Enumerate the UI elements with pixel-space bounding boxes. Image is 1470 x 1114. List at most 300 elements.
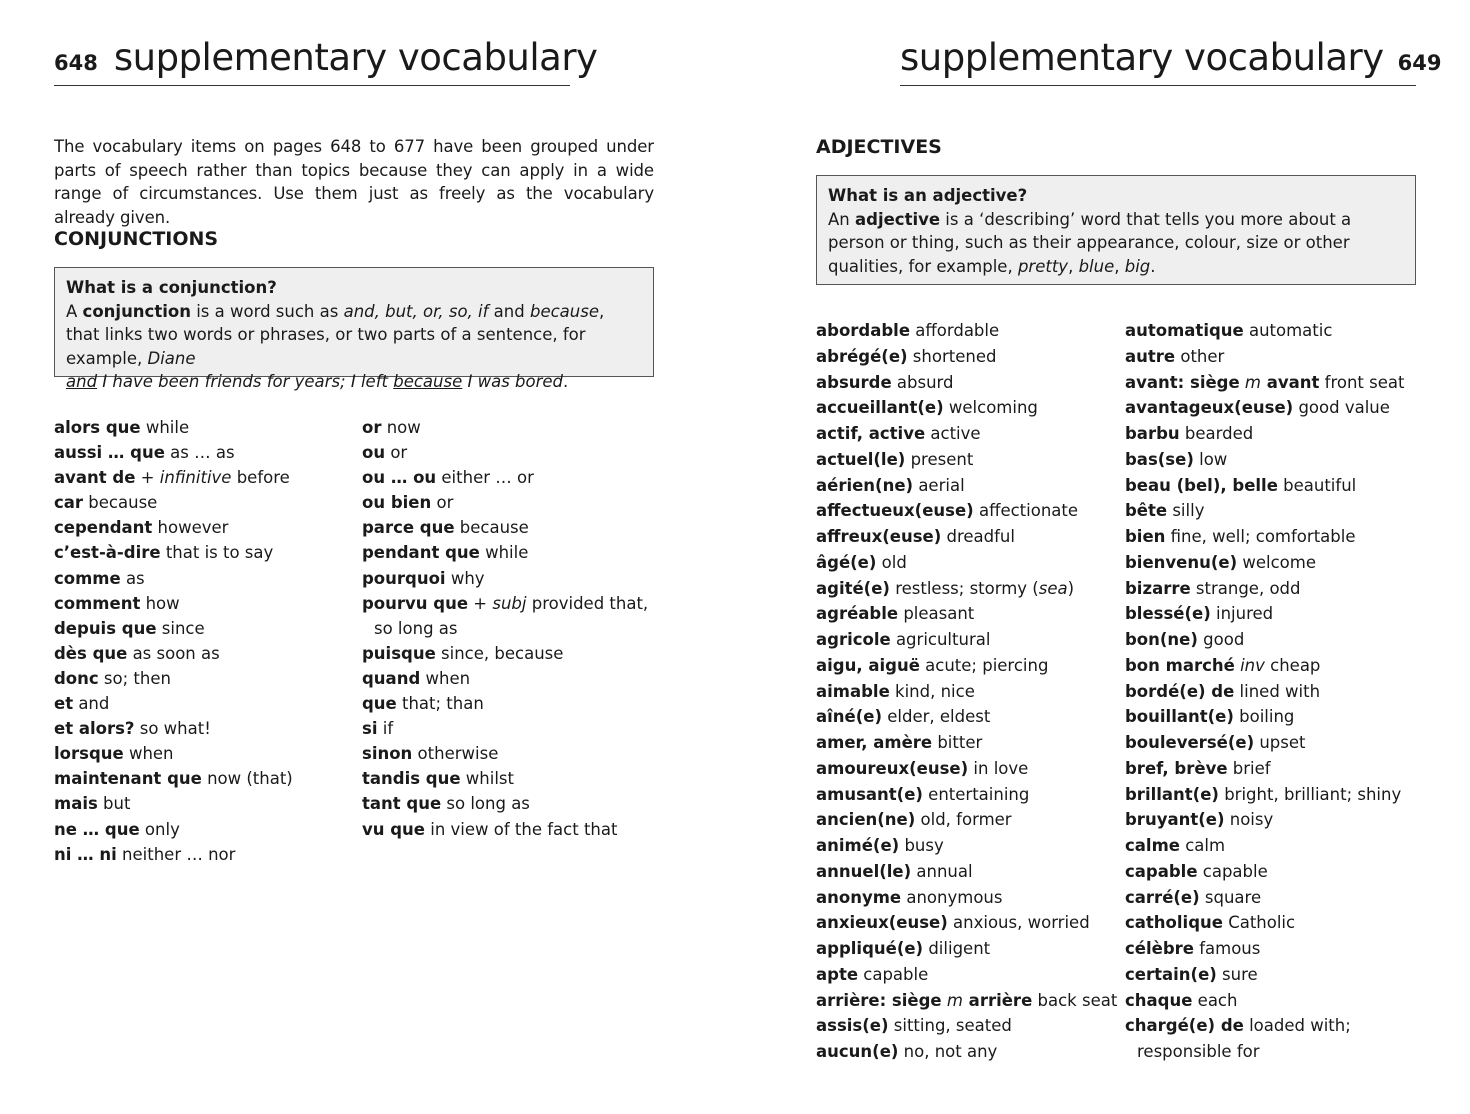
vocab-entry (1125, 473, 1425, 499)
headword: maintenant que (54, 769, 202, 789)
vocab-entry (1125, 1039, 1425, 1065)
headword: agité(e) (816, 578, 890, 598)
vocab-entry (54, 791, 344, 816)
headword: accueillant(e) (816, 398, 944, 418)
translation: beautiful (1277, 475, 1357, 495)
headword: or (362, 418, 382, 437)
headword: ne … que (54, 819, 140, 839)
headword: bienvenu(e) (1125, 552, 1238, 572)
page-title: supplementary vocabulary (113, 36, 598, 79)
translation: strange, odd (1190, 578, 1301, 598)
vocab-entry (1125, 704, 1425, 730)
headword: âgé(e) (816, 552, 877, 572)
vocab-entry (1125, 730, 1425, 756)
headword: agréable (816, 604, 899, 624)
headword: pourquoi (362, 568, 446, 588)
translation: responsible for (1137, 1042, 1260, 1061)
vocab-entry (816, 679, 1116, 705)
vocab-entry (816, 447, 1116, 473)
vocab-entry (816, 704, 1116, 730)
headword: c’est-à-dire (54, 543, 161, 563)
headword: calme (1125, 836, 1180, 855)
box-title: What is an adjective? (828, 186, 1028, 205)
translation: as (120, 568, 145, 588)
translation: other (1175, 346, 1225, 366)
translation: affectionate (973, 501, 1079, 521)
vocab-entry (362, 566, 652, 591)
translation: welcome (1237, 552, 1316, 572)
vocab-entry (1125, 679, 1425, 705)
translation: aerial (913, 475, 965, 495)
vocab-entry (362, 465, 652, 490)
headword: abrégé(e) (816, 346, 908, 366)
headword: quand (362, 668, 421, 688)
translation: so long as (374, 618, 458, 638)
vocab-entry (1125, 807, 1425, 833)
vocab-entry (1125, 962, 1425, 988)
vocab-entry (816, 318, 1116, 344)
vocab-entry (816, 782, 1116, 808)
vocab-entry (1125, 318, 1425, 344)
headword: aimable (816, 681, 890, 701)
headword: célèbre (1125, 939, 1194, 958)
headword: sinon (362, 744, 413, 764)
headword: beau (bel), belle (1125, 475, 1278, 495)
vocab-entry (816, 473, 1116, 499)
translation: entertaining (922, 784, 1030, 804)
headword: et (54, 694, 74, 714)
vocab-entry (1125, 421, 1425, 447)
headword: actif, active (816, 424, 926, 443)
vocab-entry (54, 591, 344, 616)
vocab-entry (816, 601, 1116, 627)
translation: sure (1216, 964, 1258, 984)
grammar-note: m (1244, 372, 1261, 392)
translation: shortened (907, 346, 997, 366)
translation: however (152, 518, 229, 538)
headword: aigu, aiguë (816, 655, 920, 675)
vocab-entry (362, 616, 652, 641)
headword: abordable (816, 321, 911, 340)
headword: bordé(e) de (1125, 681, 1235, 701)
translation: as soon as (127, 643, 220, 663)
translation: so long as (441, 794, 530, 814)
translation: silly (1167, 501, 1205, 521)
headword: aîné(e) (816, 707, 882, 727)
translation: or (385, 443, 408, 463)
translation: because (454, 518, 529, 538)
box-text: A conjunction is a word such as and, but, or, so, if and because, that links two words or phrases, or two parts of a sentence, for example, Diane and I have been friends for years; I left because I was bored. (66, 301, 605, 391)
vocab-entry (54, 540, 344, 565)
headword: bon marché (1125, 655, 1235, 675)
headword: apte (816, 964, 859, 984)
vocab-entry (1125, 833, 1425, 859)
headword: alors que (54, 418, 141, 437)
usage-note: sea (1038, 578, 1068, 598)
translation: provided that, (526, 593, 649, 613)
translation: old (876, 552, 907, 572)
vocab-entry (1125, 1013, 1425, 1039)
headword: blessé(e) (1125, 604, 1211, 624)
headword: car (54, 493, 84, 513)
translation: each (1192, 990, 1238, 1010)
translation: since (156, 618, 205, 638)
vocab-entry (362, 415, 652, 440)
vocab-entry (816, 395, 1116, 421)
headword: et alors? (54, 719, 135, 739)
vocab-entry (362, 791, 652, 816)
translation: when (123, 744, 174, 764)
translation: bright, brilliant; shiny (1218, 784, 1402, 804)
translation: so; then (98, 668, 171, 688)
vocab-entry (54, 817, 344, 842)
vocab-entry (1125, 859, 1425, 885)
translation: loaded with; (1243, 1016, 1351, 1036)
vocab-entry (54, 641, 344, 666)
headword: autre (1125, 346, 1176, 366)
vocab-entry (54, 666, 344, 691)
vocab-entry (816, 524, 1116, 550)
headword: bête (1125, 501, 1168, 521)
vocab-entry (54, 490, 344, 515)
translation: famous (1193, 939, 1261, 958)
translation: ) (1067, 578, 1075, 598)
translation: if (377, 719, 394, 739)
vocab-entry (1125, 344, 1425, 370)
translation: agricultural (890, 630, 991, 649)
translation: either … or (436, 468, 534, 488)
translation: diligent (923, 939, 991, 958)
headword: annuel(le) (816, 861, 912, 881)
headword: assis(e) (816, 1016, 889, 1036)
headword: certain(e) (1125, 964, 1217, 984)
translation: in love (968, 758, 1029, 778)
vocab-entry (362, 591, 652, 616)
vocab-entry (816, 885, 1116, 911)
vocab-entry (1125, 498, 1425, 524)
headword: anxieux(euse) (816, 913, 948, 933)
headword: agricole (816, 630, 891, 649)
headword: bouleversé(e) (1125, 733, 1255, 752)
translation: sitting, seated (888, 1016, 1012, 1036)
translation: lined with (1234, 681, 1321, 701)
vocab-entry (362, 666, 652, 691)
right-page (735, 0, 1470, 1114)
headword: amusant(e) (816, 784, 923, 804)
vocab-entry (1125, 601, 1425, 627)
headword: amoureux(euse) (816, 758, 969, 778)
definition-box (816, 175, 1416, 285)
vocab-entry (54, 766, 344, 791)
page-header (54, 36, 598, 86)
translation: active (925, 424, 981, 443)
translation: old, former (915, 810, 1012, 830)
translation: since, because (435, 643, 564, 663)
translation: Catholic (1222, 913, 1296, 933)
vocab-entry (816, 1039, 1116, 1065)
headword: animé(e) (816, 836, 900, 855)
vocab-column-2 (1125, 318, 1425, 1065)
grammar-note: inv (1240, 655, 1265, 675)
grammar-note: subj (492, 593, 527, 613)
translation: how (140, 593, 180, 613)
translation: now (381, 418, 421, 437)
headword: vu que (362, 819, 425, 839)
headword: comment (54, 593, 141, 613)
headword: bref, brève (1125, 758, 1228, 778)
vocab-entry (54, 842, 344, 867)
translation: whilst (460, 769, 514, 789)
vocab-entry (816, 421, 1116, 447)
vocab-entry (1125, 576, 1425, 602)
translation: or (431, 493, 454, 513)
headword: avantageux(euse) (1125, 398, 1294, 418)
vocab-entry (1125, 936, 1425, 962)
headword: ni … ni (54, 844, 117, 864)
headword: capable (1125, 861, 1198, 881)
translation: square (1199, 887, 1262, 907)
headword: avant: siège (1125, 372, 1240, 392)
headword: brillant(e) (1125, 784, 1219, 804)
translation: while (140, 418, 190, 437)
translation: in view of the fact that (425, 819, 618, 839)
grammar-note: m (946, 990, 963, 1010)
translation: kind, nice (889, 681, 975, 701)
vocab-entry (54, 440, 344, 465)
vocab-entry (1125, 550, 1425, 576)
translation: cheap (1264, 655, 1321, 675)
vocab-entry (1125, 627, 1425, 653)
translation: capable (1197, 861, 1268, 881)
vocab-entry (816, 833, 1116, 859)
translation: elder, eldest (882, 707, 991, 727)
vocab-entry (1125, 447, 1425, 473)
headword: chaque (1125, 990, 1193, 1010)
translation: absurd (891, 372, 954, 392)
vocab-entry (54, 566, 344, 591)
translation: but (97, 794, 131, 814)
vocab-entry (54, 691, 344, 716)
vocab-entry (362, 490, 652, 515)
translation: anonymous (901, 887, 1003, 907)
vocab-entry (1125, 910, 1425, 936)
definition-box (54, 267, 654, 391)
translation: bitter (932, 733, 983, 752)
vocab-entry (816, 807, 1116, 833)
translation: as … as (164, 443, 235, 463)
vocab-entry (816, 962, 1116, 988)
page-header (900, 36, 1442, 86)
box-text: An adjective is a ‘describing’ word that tells you more about a person or thing, such as their appearance, colour, size or other qualities, for example, pretty, blue, big. (828, 209, 1352, 276)
translation: bearded (1179, 424, 1254, 443)
translation: no, not any (898, 1042, 998, 1061)
headword: amer, amère (816, 733, 933, 752)
section-heading: CONJUNCTIONS (54, 228, 219, 250)
headword: appliqué(e) (816, 939, 924, 958)
vocab-entry (1125, 524, 1425, 550)
vocab-entry (816, 910, 1116, 936)
vocab-entry (1125, 782, 1425, 808)
translation: automatic (1243, 321, 1333, 340)
translation: acute; piercing (919, 655, 1049, 675)
headword: aucun(e) (816, 1042, 899, 1061)
connector: + (135, 468, 160, 488)
translation: before (231, 468, 290, 488)
vocab-entry (816, 576, 1116, 602)
vocab-entry (362, 766, 652, 791)
vocab-entry (362, 817, 652, 842)
headword: ou bien (362, 493, 432, 513)
headword: pendant que (362, 543, 480, 563)
vocab-entry (816, 859, 1116, 885)
vocab-entry (816, 344, 1116, 370)
translation: why (445, 568, 485, 588)
headword: ou … ou (362, 468, 437, 488)
page-number: 649 (1397, 51, 1442, 75)
translation: and (73, 694, 110, 714)
vocab-entry (816, 730, 1116, 756)
headword: pourvu que (362, 593, 469, 613)
translation: otherwise (412, 744, 499, 764)
headword: affectueux(euse) (816, 501, 974, 521)
vocab-entry (816, 498, 1116, 524)
translation: that; than (396, 694, 484, 714)
translation: front seat (1319, 372, 1405, 392)
vocab-entry (816, 988, 1116, 1014)
headword: bouillant(e) (1125, 707, 1234, 727)
headword: aussi … que (54, 443, 165, 463)
box-title: What is a conjunction? (66, 278, 277, 297)
intro-paragraph: The vocabulary items on pages 648 to 677 have been grouped under parts of speech rather than topics because they can apply in a wide range of circumstances. Use them just as freely as the vocabulary already given. (54, 137, 654, 227)
translation: brief (1227, 758, 1271, 778)
translation: noisy (1224, 810, 1274, 830)
translation: good (1197, 630, 1245, 649)
vocab-entry (1125, 885, 1425, 911)
vocab-entry (362, 641, 652, 666)
vocab-entry (1125, 756, 1425, 782)
headword: dès que (54, 643, 128, 663)
vocab-entry (816, 653, 1116, 679)
translation: capable (858, 964, 929, 984)
translation: fine, well; comfortable (1165, 527, 1356, 546)
headword: bizarre (1125, 578, 1191, 598)
headword: aérien(ne) (816, 475, 914, 495)
vocab-entry (362, 691, 652, 716)
vocab-entry (362, 540, 652, 565)
translation: low (1193, 449, 1228, 469)
vocab-entry (54, 741, 344, 766)
translation: dreadful (941, 527, 1015, 546)
page-number: 648 (54, 51, 98, 75)
headword: que (362, 694, 397, 714)
headword: avant de (54, 468, 136, 488)
translation: only (139, 819, 180, 839)
vocab-entry (1125, 395, 1425, 421)
connector: + (468, 593, 493, 613)
headword: catholique (1125, 913, 1223, 933)
vocab-entry (1125, 370, 1425, 396)
headword: chargé(e) de (1125, 1016, 1244, 1036)
vocab-entry (54, 616, 344, 641)
translation: calm (1179, 836, 1226, 855)
headword: tant que (362, 794, 442, 814)
vocab-entry (362, 741, 652, 766)
headword: automatique (1125, 321, 1244, 340)
page-title: supplementary vocabulary (900, 36, 1384, 79)
vocab-column-2 (362, 415, 652, 842)
translation: neither … nor (116, 844, 236, 864)
vocab-entry (816, 1013, 1116, 1039)
translation: pleasant (898, 604, 975, 624)
vocab-entry (816, 370, 1116, 396)
vocab-entry (816, 627, 1116, 653)
vocab-entry (54, 415, 344, 440)
vocab-entry (362, 515, 652, 540)
headword: arrière (962, 990, 1033, 1010)
translation: injured (1210, 604, 1274, 624)
vocab-entry (816, 936, 1116, 962)
translation: when (420, 668, 471, 688)
translation: now (that) (201, 769, 293, 789)
headword: comme (54, 568, 121, 588)
headword: bas(se) (1125, 449, 1194, 469)
headword: depuis que (54, 618, 157, 638)
headword: bon(ne) (1125, 630, 1198, 649)
translation: restless; stormy ( (889, 578, 1039, 598)
translation: busy (899, 836, 944, 855)
vocab-entry (54, 515, 344, 540)
headword: lorsque (54, 744, 124, 764)
headword: arrière: siège (816, 990, 942, 1010)
headword: si (362, 719, 378, 739)
vocab-entry (54, 465, 344, 490)
translation: because (83, 493, 158, 513)
headword: actuel(le) (816, 449, 906, 469)
translation: annual (911, 861, 973, 881)
headword: barbu (1125, 424, 1180, 443)
vocab-entry (1125, 653, 1425, 679)
vocab-entry (816, 756, 1116, 782)
translation: upset (1254, 733, 1306, 752)
headword: tandis que (362, 769, 461, 789)
vocab-entry (816, 550, 1116, 576)
translation: while (479, 543, 529, 563)
translation: anxious, worried (947, 913, 1090, 933)
translation: welcoming (943, 398, 1038, 418)
translation: back seat (1032, 990, 1118, 1010)
vocab-entry (362, 440, 652, 465)
vocab-column-1 (54, 415, 344, 867)
vocab-entry (54, 716, 344, 741)
headword: bien (1125, 527, 1166, 546)
headword: carré(e) (1125, 887, 1200, 907)
translation: that is to say (160, 543, 274, 563)
translation: so what! (134, 719, 211, 739)
headword: avant (1261, 372, 1320, 392)
headword: donc (54, 668, 99, 688)
grammar-note: infinitive (159, 468, 232, 488)
headword: cependant (54, 518, 153, 538)
headword: affreux(euse) (816, 527, 942, 546)
translation: boiling (1233, 707, 1295, 727)
headword: bruyant(e) (1125, 810, 1225, 830)
translation: good value (1293, 398, 1390, 418)
section-heading: ADJECTIVES (816, 136, 942, 158)
headword: ou (362, 443, 386, 463)
vocab-entry (362, 716, 652, 741)
headword: parce que (362, 518, 455, 538)
vocab-entry (1125, 988, 1425, 1014)
